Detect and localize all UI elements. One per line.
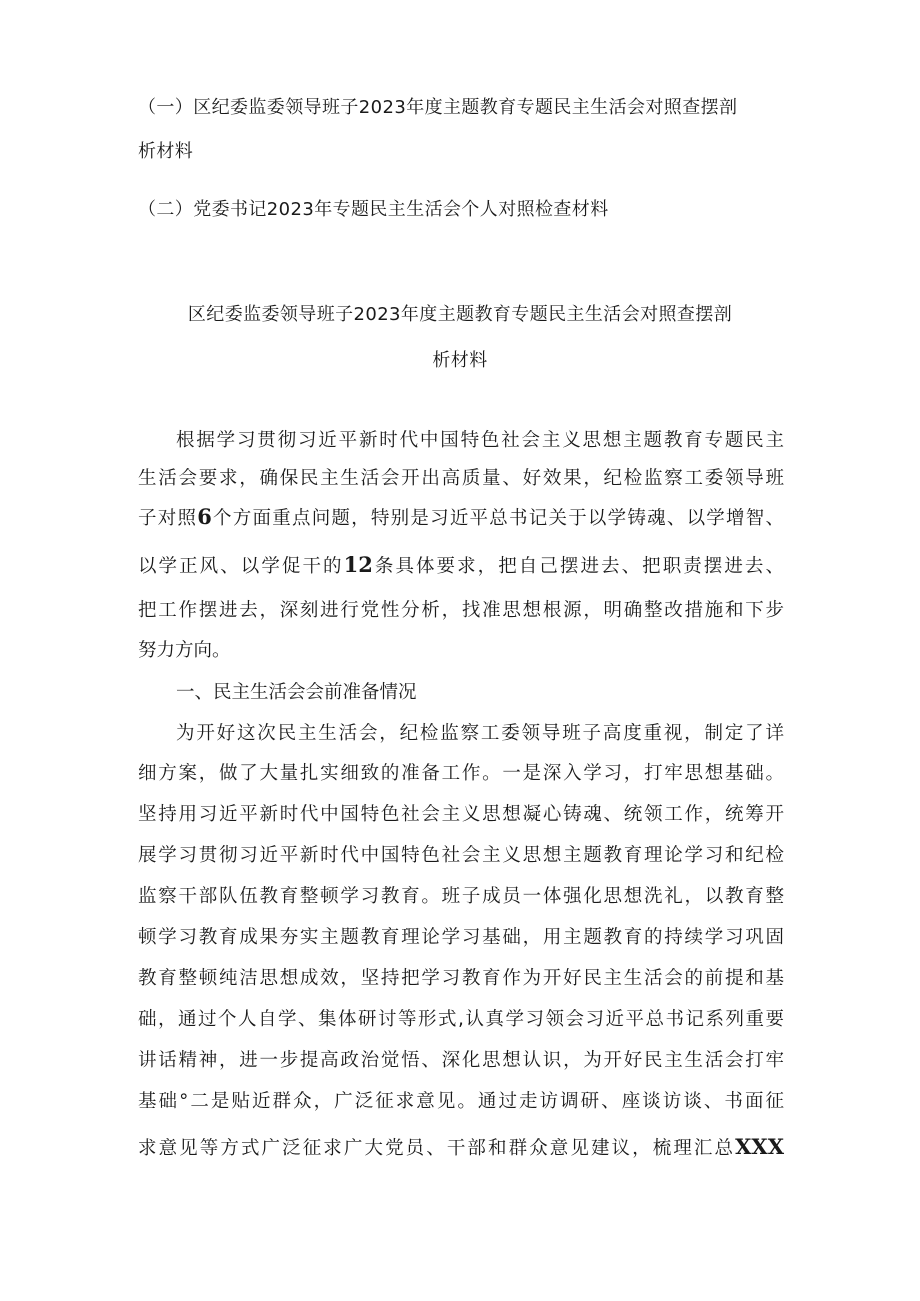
intro-line: 根据学习贯彻习近平新时代中国特色社会主义思想主题教育专题民主 [176, 430, 784, 451]
placeholder-count: XXX [735, 1134, 784, 1159]
intro-line: 努力方向。 [138, 640, 231, 661]
aspect-count: 6 [197, 504, 212, 529]
intro-text: 以学正风、以学促干的 [138, 556, 344, 577]
section-line: 基础°二是贴近群众，广泛征求意见。通过走访调研、座谈访谈、书面征 [138, 1091, 784, 1112]
intro-text: 子对照 [138, 508, 198, 529]
intro-line: 生活会要求，确保民主生活会开出高质量、好效果，纪检监察工委领导班 [138, 468, 784, 489]
intro-line: 把工作摆进去，深刻进行党性分析，找准思想根源，明确整改措施和下步 [138, 600, 784, 621]
intro-line [138, 548, 784, 584]
intro-text: 条具体要求，把自己摆进去、把职责摆进去、 [372, 556, 784, 577]
intro-text: 个方面重点问题，特别是习近平总书记关于以学铸魂、以学增智、 [211, 508, 784, 529]
document-title-line-1: 区纪委监委领导班子2023年度主题教育专题民主生活会对照查摆剖 [187, 304, 733, 325]
section-text: 求意见等方式广泛征求广大党员、干部和群众意见建议，梳理汇总 [138, 1138, 736, 1159]
section-line: 础，通过个人自学、集体研讨等形式,认真学习领会习近平总书记系列重要 [138, 1009, 784, 1030]
section-line: 细方案，做了大量扎实细致的准备工作。一是深入学习，打牢思想基础。 [138, 763, 784, 784]
section-heading: 一、民主生活会会前准备情况 [176, 682, 417, 703]
document-title-line-2: 析材料 [432, 350, 488, 371]
section-line: 展学习贯彻习近平新时代中国特色社会主义思想主题教育理论学习和纪检 [138, 845, 784, 866]
section-line: 教育整顿纯洁思想成效，坚持把学习教育作为开好民主生活会的前提和基 [138, 968, 784, 989]
toc-item-2: （二）党委书记2023年专题民主生活会个人对照检查材料 [138, 199, 609, 220]
section-line: 讲话精神，进一步提高政治觉悟、深化思想认识，为开好民主生活会打牢 [138, 1050, 784, 1071]
requirement-count: 12 [343, 552, 373, 577]
toc-item-1-line-1: （一）区纪委监委领导班子2023年度主题教育专题民主生活会对照查摆剖 [138, 97, 738, 118]
section-line: 为开好这次民主生活会，纪检监察工委领导班子高度重视，制定了详 [176, 723, 784, 744]
toc-item-1-line-2: 析材料 [138, 141, 194, 162]
section-line [138, 1130, 784, 1166]
section-line: 顿学习教育成果夯实主题教育理论学习基础，用主题教育的持续学习巩固 [138, 927, 784, 948]
section-line: 坚持用习近平新时代中国特色社会主义思想凝心铸魂、统领工作，统筹开 [138, 804, 784, 825]
intro-line [138, 500, 784, 536]
section-line: 监察干部队伍教育整顿学习教育。班子成员一体强化思想洗礼，以教育整 [138, 886, 784, 907]
